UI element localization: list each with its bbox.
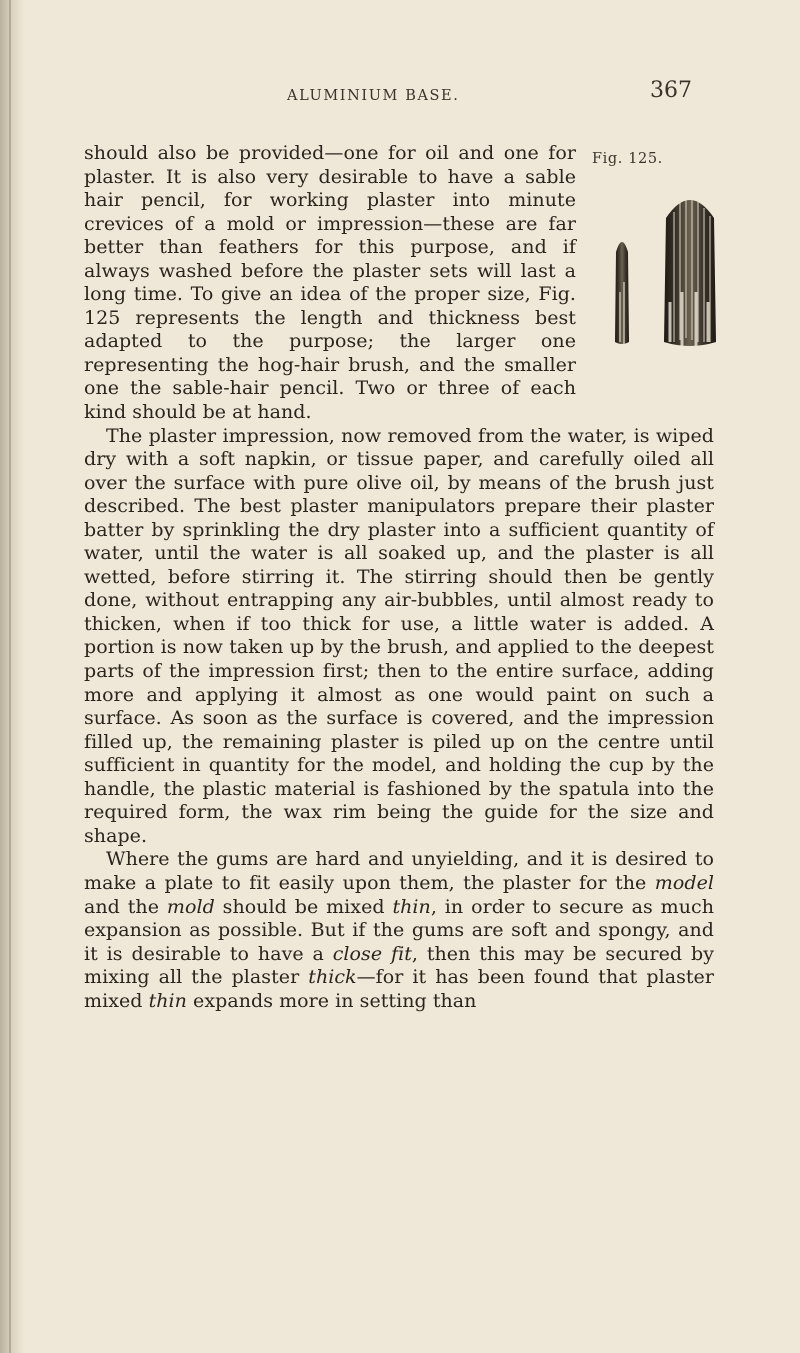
binding-line xyxy=(9,0,11,1353)
figure-125 xyxy=(586,142,734,402)
text-segment: expands more in setting than xyxy=(186,989,477,1012)
text-segment: —for it has been found that plaster mixed xyxy=(84,966,714,1012)
italic-thick: thick xyxy=(308,966,357,989)
italic-thin: thin xyxy=(148,989,187,1012)
italic-mold: mold xyxy=(166,895,215,918)
running-head: ALUMINIUM BASE. xyxy=(287,88,460,104)
italic-model: model xyxy=(654,871,714,894)
paragraph-3 xyxy=(84,848,714,1013)
brush-illustration xyxy=(586,142,734,402)
text-segment: Where the gums are hard and unyielding, and it is desired to make a plate to fit easily upon them, the plaster for the xyxy=(84,848,714,894)
paragraph-1: should also be provided—one for oil and one for plaster. It is also very desirable to have a sable hair pencil, for working plaster into minute crevices of a mold or impression—these are far better than feathers for this purpose, and if always washed before the plaster sets will last a long time. To give an idea of the proper size, Fig. 125 represents the length and thickness best adapted to the purpose; the larger one representing the hog-hair brush, and the smaller one the sable-hair pencil. Two or three of each kind should be at hand. xyxy=(84,142,576,424)
hog-hair-brush xyxy=(664,198,716,347)
page-binding-edge xyxy=(0,0,24,1353)
italic-thin: thin xyxy=(392,895,431,918)
text-segment: and the xyxy=(84,895,167,918)
italic-close-fit: close fit xyxy=(332,942,412,965)
body-text xyxy=(84,142,714,1013)
paragraph-2: The plaster impression, now removed from the water, is wiped dry with a soft napkin, or tissue paper, and carefully oiled all over the surface with pure olive oil, by means of the brush just described. The best plaster manipulators prepare their plaster batter by sprinkling the dry plaster into a sufficient quantity of water, until the water is all soaked up, and the plaster is all wetted, before stirring it. The stirring should then be gently done, without entrapping any air-bubbles, until almost ready to thicken, when if too thick for use, a little water is added. A portion is now taken up by the brush, and applied to the deepest parts of the impression first; then to the entire surface, adding more and applying it almost as one would paint on such a surface. As soon as the surface is covered, and the impression filled up, the remaining plaster is piled up on the centre until sufficient in quantity for the model, and holding the cup by the handle, the plastic material is fashioned by the spatula into the required form, the wax rim being the guide for the size and shape. xyxy=(84,424,714,847)
text-segment: , in order to secure as much expansion as possible. But if the gums are soft and spongy, and it is desirable to have a xyxy=(84,895,714,965)
page-number: 367 xyxy=(650,78,692,103)
text-segment: , then this may be secured by mixing all the plaster xyxy=(84,942,714,989)
text-segment: should be mixed xyxy=(214,895,393,918)
sable-hair-pencil xyxy=(615,242,629,344)
figure-label: Fig. 125. xyxy=(592,151,663,167)
